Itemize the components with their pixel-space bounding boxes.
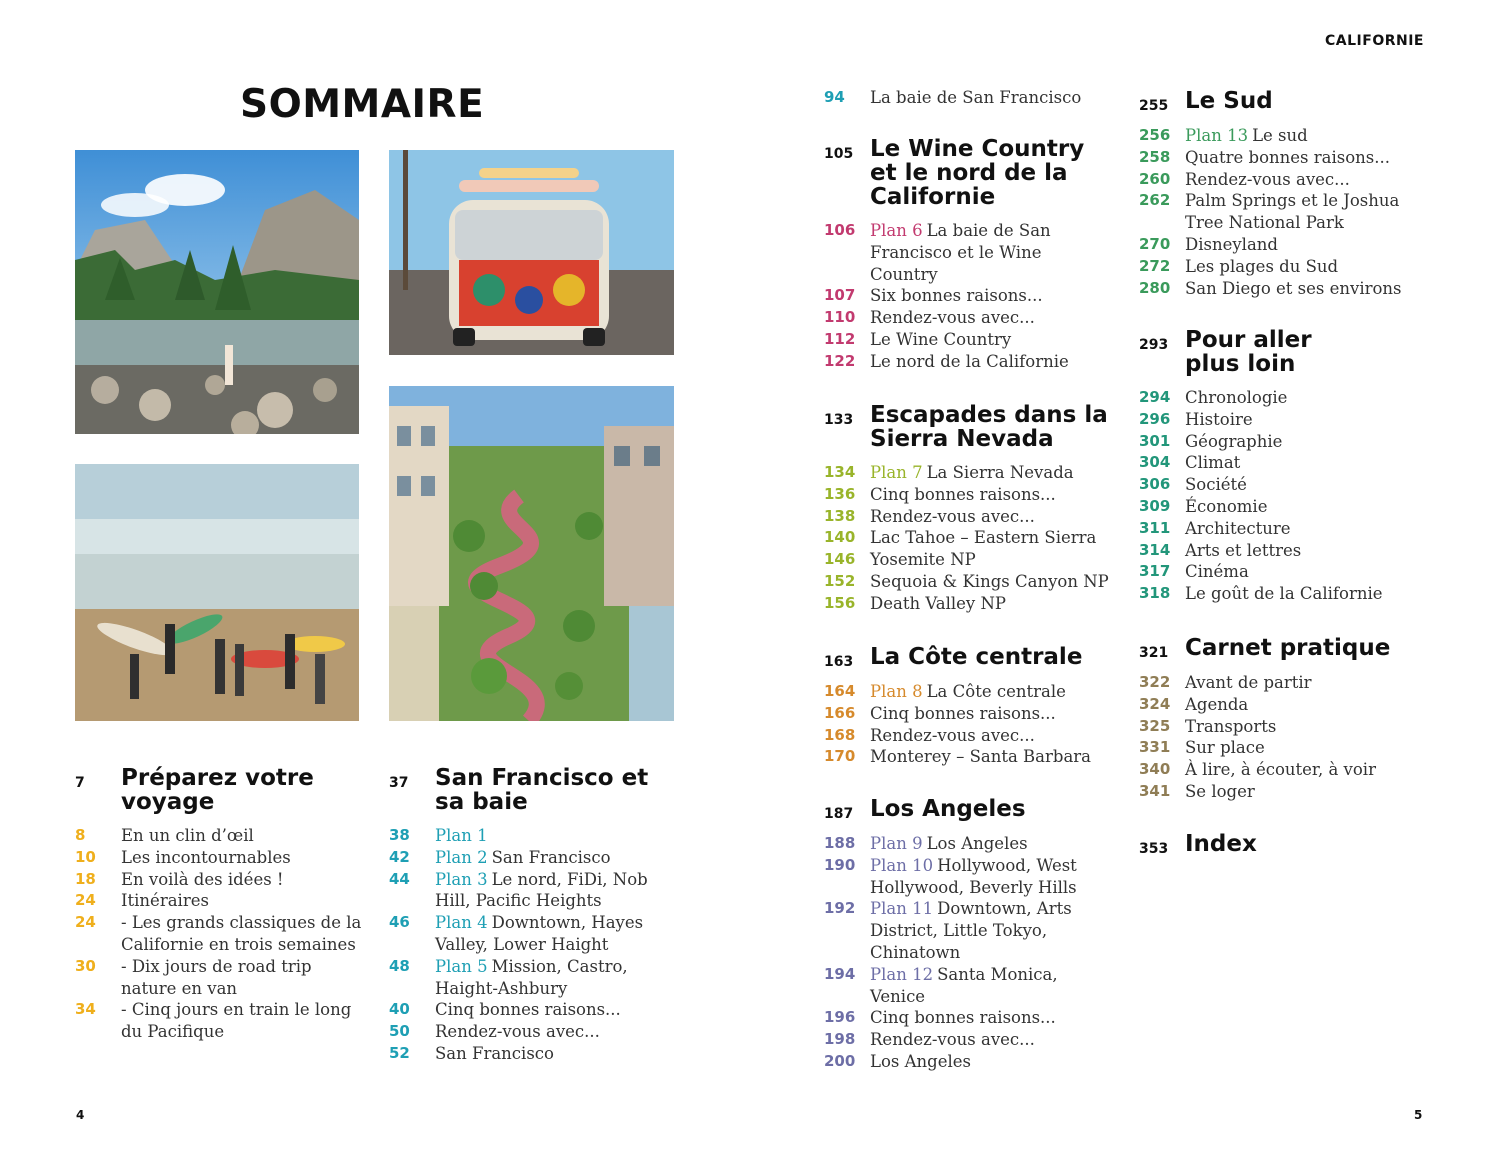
toc-entry[interactable]: 304 Climat: [1139, 453, 1241, 473]
toc-entry[interactable]: 52 San Francisco: [389, 1043, 554, 1063]
toc-entry[interactable]: 134 Plan 7 La Sierra Nevada: [824, 463, 1074, 482]
toc-entry[interactable]: 322 Avant de partir: [1139, 673, 1312, 692]
toc-entry[interactable]: 196 Cinq bonnes raisons...: [824, 1008, 1056, 1028]
toc-entry[interactable]: 262 Palm Springs et le Joshua Tree National Park: [1139, 191, 1400, 233]
toc-entry[interactable]: 38 Plan 1: [389, 826, 488, 845]
section-title[interactable]: Pour aller plus loin: [1185, 327, 1312, 377]
toc-entry[interactable]: 46 Plan 4 Downtown, Hayes Valley, Lower Haight: [389, 913, 644, 954]
section-le-sud: [1139, 89, 1429, 299]
toc-entry[interactable]: 48 Plan 5 Mission, Castro, Haight-Ashbury: [389, 956, 628, 998]
toc-entry[interactable]: 110 Rendez-vous avec...: [824, 308, 1035, 328]
toc-entry[interactable]: 168 Rendez-vous avec...: [824, 725, 1035, 745]
toc-entry[interactable]: 24 Itinéraires: [75, 891, 209, 911]
toc-entry[interactable]: 170 Monterey – Santa Barbara: [824, 747, 1092, 767]
toc-entry[interactable]: 152 Sequoia & Kings Canyon NP: [824, 571, 1109, 591]
toc-entry[interactable]: 306 Société: [1139, 475, 1247, 495]
toc-entry[interactable]: 331 Sur place: [1139, 738, 1265, 758]
toc-entry[interactable]: 324 Agenda: [1139, 694, 1249, 714]
toc-entry[interactable]: 164 Plan 8 La Côte centrale: [824, 682, 1066, 701]
toc-entry[interactable]: 8 En un clin d’œil: [75, 826, 254, 845]
toc-entry[interactable]: 258 Quatre bonnes raisons...: [1139, 147, 1390, 167]
section-continuation: [824, 87, 1114, 109]
toc-entry[interactable]: 294 Chronologie: [1139, 388, 1288, 407]
section-title[interactable]: Le Sud: [1185, 88, 1273, 114]
toc-entry[interactable]: 260 Rendez-vous avec...: [1139, 169, 1350, 189]
section-page-number: 187: [824, 806, 854, 822]
toc-entry[interactable]: 280 San Diego et ses environs: [1139, 278, 1402, 298]
toc-entry[interactable]: 40 Cinq bonnes raisons...: [389, 1000, 621, 1020]
page-title: SOMMAIRE: [240, 82, 485, 127]
toc-entry[interactable]: 42 Plan 2 San Francisco: [389, 847, 611, 867]
section-page-number: 105: [824, 146, 854, 162]
section-page-number: 255: [1139, 98, 1169, 114]
section-preparez: [75, 766, 365, 1043]
section-cote-centrale: [824, 645, 1114, 768]
toc-entry[interactable]: 190 Plan 10 Hollywood, West Hollywood, Beverly Hills: [824, 855, 1077, 897]
toc-entry[interactable]: 272 Les plages du Sud: [1139, 256, 1339, 276]
section-page-number: 7: [75, 775, 85, 791]
section-title[interactable]: La Côte centrale: [870, 644, 1083, 670]
toc-entry[interactable]: 314 Arts et lettres: [1139, 540, 1302, 560]
toc-entry[interactable]: 198 Rendez-vous avec...: [824, 1030, 1035, 1050]
section-title[interactable]: Carnet pratique: [1185, 635, 1391, 661]
section-title[interactable]: San Francisco et sa baie: [435, 765, 649, 815]
toc-entry[interactable]: 94 La baie de San Francisco: [824, 88, 1082, 107]
toc-entry[interactable]: 122 Le nord de la Californie: [824, 351, 1069, 371]
toc-entry[interactable]: 24 - Les grands classiques de la Californie en trois semaines: [75, 913, 362, 954]
section-title[interactable]: Index: [1185, 831, 1257, 857]
section-title[interactable]: Le Wine Country et le nord de la Californie: [870, 136, 1085, 210]
running-header: CALIFORNIE: [1325, 33, 1424, 49]
toc-entry[interactable]: 146 Yosemite NP: [824, 550, 976, 570]
section-title[interactable]: Escapades dans la Sierra Nevada: [870, 402, 1108, 452]
toc-entry[interactable]: 166 Cinq bonnes raisons...: [824, 703, 1056, 723]
page-number-left: 4: [76, 1108, 85, 1122]
toc-entry[interactable]: 325 Transports: [1139, 716, 1277, 736]
toc-entry[interactable]: 194 Plan 12 Santa Monica, Venice: [824, 964, 1058, 1006]
toc-entry[interactable]: 188 Plan 9 Los Angeles: [824, 834, 1028, 853]
surfers-beach-photo: [75, 464, 359, 721]
section-page-number: 321: [1139, 645, 1169, 661]
toc-entry[interactable]: 140 Lac Tahoe – Eastern Sierra: [824, 528, 1097, 548]
section-page-number: 133: [824, 412, 854, 428]
painted-van-photo: [389, 150, 674, 355]
toc-entry[interactable]: 10 Les incontournables: [75, 847, 291, 867]
section-san-francisco: [389, 766, 679, 1065]
toc-entry[interactable]: 256 Plan 13 Le sud: [1139, 126, 1308, 145]
section-page-number: 293: [1139, 337, 1169, 353]
toc-entry[interactable]: 18 En voilà des idées !: [75, 869, 284, 889]
toc-entry[interactable]: 309 Économie: [1139, 496, 1268, 516]
toc-entry[interactable]: 106 Plan 6 La baie de San Francisco et le Wine Country: [824, 221, 1051, 284]
toc-entry[interactable]: 296 Histoire: [1139, 409, 1253, 429]
toc-entry[interactable]: 192 Plan 11 Downtown, Arts District, Little Tokyo, Chinatown: [824, 899, 1072, 962]
toc-entry[interactable]: 301 Géographie: [1139, 431, 1283, 451]
toc-entry[interactable]: 270 Disneyland: [1139, 234, 1278, 254]
toc-entry[interactable]: 156 Death Valley NP: [824, 593, 1006, 613]
toc-entry[interactable]: 317 Cinéma: [1139, 562, 1249, 582]
section-index: [1139, 832, 1429, 868]
section-carnet-pratique: [1139, 636, 1429, 803]
toc-entry[interactable]: 311 Architecture: [1139, 518, 1291, 538]
toc-entry[interactable]: 34 - Cinq jours en train le long du Pacifique: [75, 1000, 352, 1042]
section-title[interactable]: Los Angeles: [870, 796, 1026, 822]
toc-entry[interactable]: 318 Le goût de la Californie: [1139, 584, 1383, 604]
section-title[interactable]: Préparez votre voyage: [121, 765, 314, 815]
toc-entry[interactable]: 136 Cinq bonnes raisons...: [824, 484, 1056, 504]
section-pour-aller-plus-loin: [1139, 328, 1429, 605]
toc-entry[interactable]: 30 - Dix jours de road trip nature en van: [75, 956, 312, 998]
section-wine-country: [824, 137, 1114, 373]
section-sierra-nevada: [824, 403, 1114, 615]
toc-entry[interactable]: 112 Le Wine Country: [824, 329, 1012, 349]
toc-entry[interactable]: 44 Plan 3 Le nord, FiDi, Nob Hill, Pacific Heights: [389, 869, 648, 911]
section-page-number: 37: [389, 775, 409, 791]
toc-entry[interactable]: 107 Six bonnes raisons...: [824, 286, 1043, 306]
section-page-number: 353: [1139, 841, 1169, 857]
toc-entry[interactable]: 200 Los Angeles: [824, 1051, 971, 1071]
lombard-street-photo: [389, 386, 674, 721]
toc-entry[interactable]: 138 Rendez-vous avec...: [824, 506, 1035, 526]
section-los-angeles: [824, 797, 1114, 1073]
toc-entry[interactable]: 340 À lire, à écouter, à voir: [1139, 760, 1376, 780]
toc-entry[interactable]: 341 Se loger: [1139, 781, 1255, 801]
page-number-right: 5: [1414, 1108, 1423, 1122]
yosemite-valley-photo: [75, 150, 359, 434]
toc-entry[interactable]: 50 Rendez-vous avec...: [389, 1022, 600, 1042]
section-page-number: 163: [824, 654, 854, 670]
